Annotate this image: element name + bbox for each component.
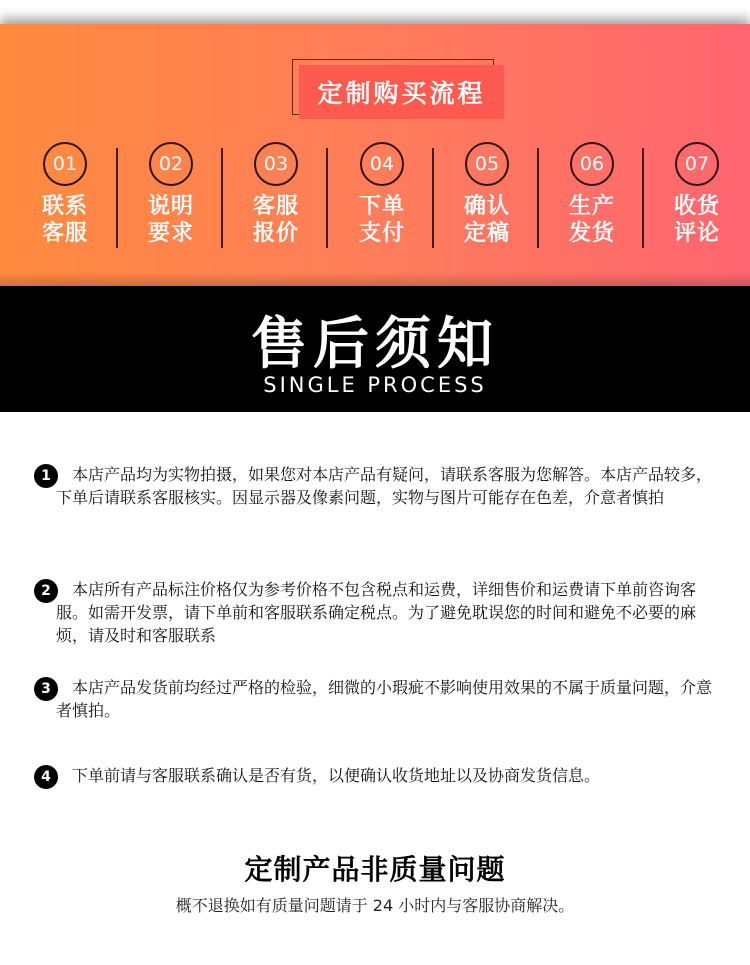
step-4 xyxy=(329,142,435,252)
step-label: 生产 发货 xyxy=(568,194,615,246)
step-divider xyxy=(326,148,328,248)
number-badge: 2 xyxy=(34,579,58,603)
number-badge: 4 xyxy=(34,765,58,789)
step-number: 05 xyxy=(465,142,509,186)
notice-text: 本店产品均为实物拍摄，如果您对本店产品有疑问，请联系客服为您解答。本店产品较多，下单后请联系客服核实。因显示器及像素问题，实物与图片可能存在色差，介意者慎拍 xyxy=(56,465,713,507)
notice-item xyxy=(34,463,724,509)
step-number: 03 xyxy=(254,142,298,186)
banner-title: 售后须知 xyxy=(251,312,499,377)
notice-text: 本店产品发货前均经过严格的检验，细微的小瑕疵不影响使用效果的不属于质量问题，介意者慎拍。 xyxy=(56,678,713,720)
after-sales-banner xyxy=(0,286,750,412)
step-label: 联系 客服 xyxy=(41,194,88,246)
banner-subtitle: SINGLE PROCESS xyxy=(263,373,487,397)
step-number: 02 xyxy=(149,142,193,186)
notice-item xyxy=(34,764,724,787)
notice-text: 下单前请与客服联系确认是否有货，以便确认收货地址以及协商发货信息。 xyxy=(72,766,601,785)
process-steps xyxy=(0,142,750,252)
notice-text: 本店所有产品标注价格仅为参考价格不包含税点和运费，详细售价和运费请下单前咨询客服。如需开发票，请下单前和客服联系确定税点。为了避免耽误您的时间和避免不必要的麻烦，请及时和客服联系 xyxy=(56,580,697,645)
step-2 xyxy=(118,142,224,252)
step-number: 07 xyxy=(675,142,719,186)
process-title: 定制购买流程 xyxy=(299,65,504,119)
footer-text: 概不退换如有质量问题请于 24 小时内与客服协商解决。 xyxy=(175,896,575,915)
step-label: 说明 要求 xyxy=(147,194,194,246)
step-6 xyxy=(539,142,645,252)
number-badge: 3 xyxy=(34,677,58,701)
notice-item xyxy=(34,578,724,647)
step-label: 下单 支付 xyxy=(358,194,405,246)
step-3 xyxy=(223,142,329,252)
number-badge: 1 xyxy=(34,464,58,488)
step-1 xyxy=(12,142,118,252)
step-number: 01 xyxy=(43,142,87,186)
step-label: 收货 评论 xyxy=(673,194,720,246)
step-number: 04 xyxy=(360,142,404,186)
footer-title: 定制产品非质量问题 xyxy=(244,853,506,886)
step-label: 确认 定稿 xyxy=(463,194,510,246)
process-section xyxy=(0,24,750,286)
step-7 xyxy=(644,142,750,252)
notice-item xyxy=(34,676,724,722)
step-label: 客服 报价 xyxy=(252,194,299,246)
step-5 xyxy=(434,142,540,252)
step-number: 06 xyxy=(570,142,614,186)
